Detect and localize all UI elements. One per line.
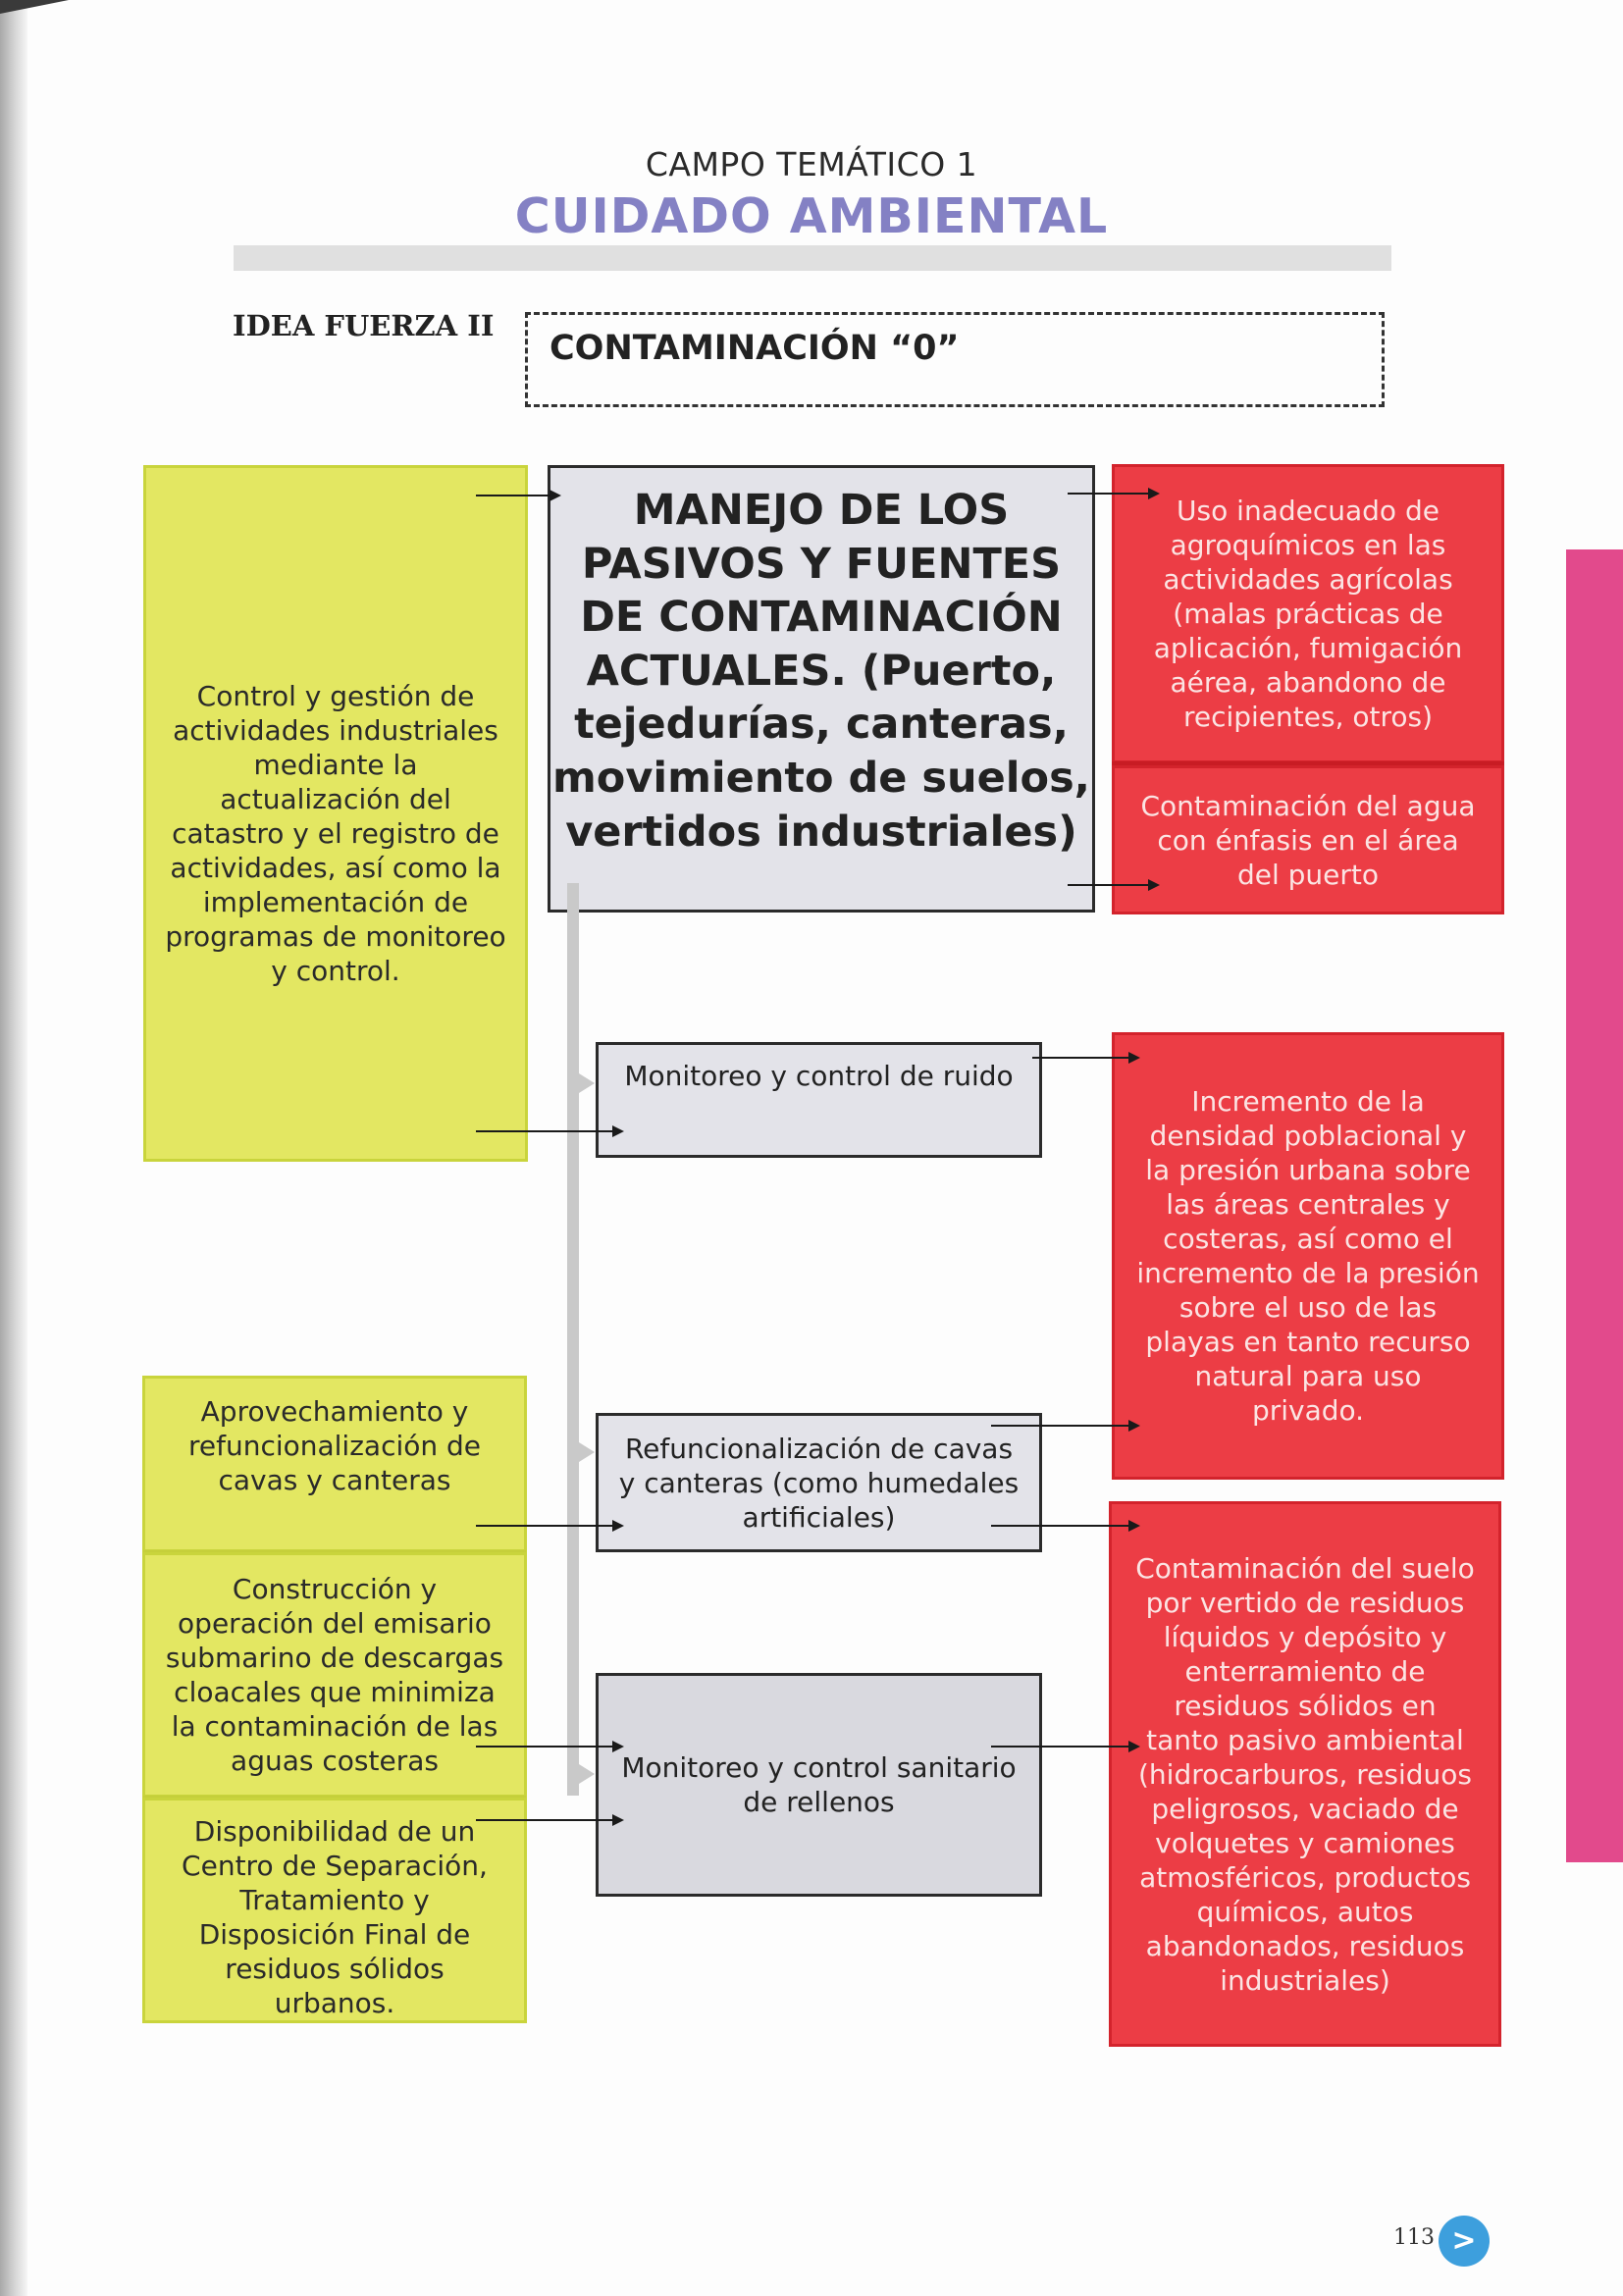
- action-text-centro: Disponibilidad de un Centro de Separación, Tratamiento y Disposición Final de residuos sólidos urbanos.: [182, 1815, 488, 2019]
- bar-pointer: [579, 1073, 595, 1093]
- program-text-refuncionalizacion: Refuncionalización de cavas y canteras (como humedales artificiales): [618, 1432, 1020, 1534]
- program-text-rellenos: Monitoreo y control sanitario de rellenos: [621, 1751, 1017, 1818]
- program-text-ruido: Monitoreo y control de ruido: [624, 1060, 1014, 1092]
- central-text: MANEJO DE LOS PASIVOS Y FUENTES DE CONTAMINACIÓN ACTUALES. (Puerto, tejedurías, canteras, movimiento de suelos, vertidos industriales): [552, 486, 1090, 857]
- problem-text-densidad: Incremento de la densidad poblacional y la presión urbana sobre las áreas centrales y costeras, así como el incremento de la presión sobre el uso de las playas en tanto recurso natural para uso privado.: [1136, 1085, 1480, 1427]
- next-page-button[interactable]: [1439, 2216, 1490, 2267]
- arrow-head: [1148, 488, 1160, 499]
- arrow-head: [612, 1741, 624, 1752]
- arrow-head: [1128, 1420, 1140, 1432]
- bar-pointer: [579, 1764, 595, 1784]
- idea-name: CONTAMINACIÓN “0”: [550, 329, 960, 368]
- arrow-head: [612, 1520, 624, 1532]
- problem-text-agroquimicos: Uso inadecuado de agroquímicos en las actividades agrícolas (malas prácticas de aplicación, fumigación aérea, abandono de recipientes, otros): [1153, 495, 1463, 733]
- arrow-head: [1128, 1052, 1140, 1064]
- arrow-head: [612, 1125, 624, 1137]
- page-title: CUIDADO AMBIENTAL: [514, 188, 1109, 244]
- arrow-head: [612, 1814, 624, 1826]
- action-text-emisario: Construcción y operación del emisario submarino de descargas cloacales que minimiza la contaminación de las aguas costeras: [165, 1573, 504, 1777]
- problem-text-suelo: Contaminación del suelo por vertido de residuos líquidos y depósito y enterramiento de residuos sólidos en tanto pasivo ambiental (hidrocarburos, residuos peligrosos, vaciado de volquetes y camiones atmosféricos, productos químicos, autos abandonados, residuos industriales): [1135, 1551, 1475, 1997]
- arrow-head: [550, 490, 561, 501]
- arrow-head: [1148, 879, 1160, 891]
- arrow-head: [1128, 1520, 1140, 1532]
- chevron-right-icon: >: [1451, 2223, 1477, 2258]
- action-text-industrial-control: Control y gestión de actividades industriales mediante la actualización del catastro y el registro de actividades, así como la implementación de programas de monitoreo y control.: [165, 679, 506, 987]
- idea-fuerza-label: IDEA FUERZA II: [233, 309, 495, 342]
- action-text-cavas: Aprovechamiento y refuncionalización de cavas y canteras: [187, 1395, 482, 1496]
- campo-tematico-label: CAMPO TEMÁTICO 1: [645, 145, 978, 183]
- arrow-head: [1128, 1741, 1140, 1752]
- bar-pointer: [579, 1442, 595, 1462]
- page-number: 113: [1393, 2225, 1435, 2250]
- problem-text-agua: Contaminación del agua con énfasis en el área del puerto: [1140, 789, 1476, 891]
